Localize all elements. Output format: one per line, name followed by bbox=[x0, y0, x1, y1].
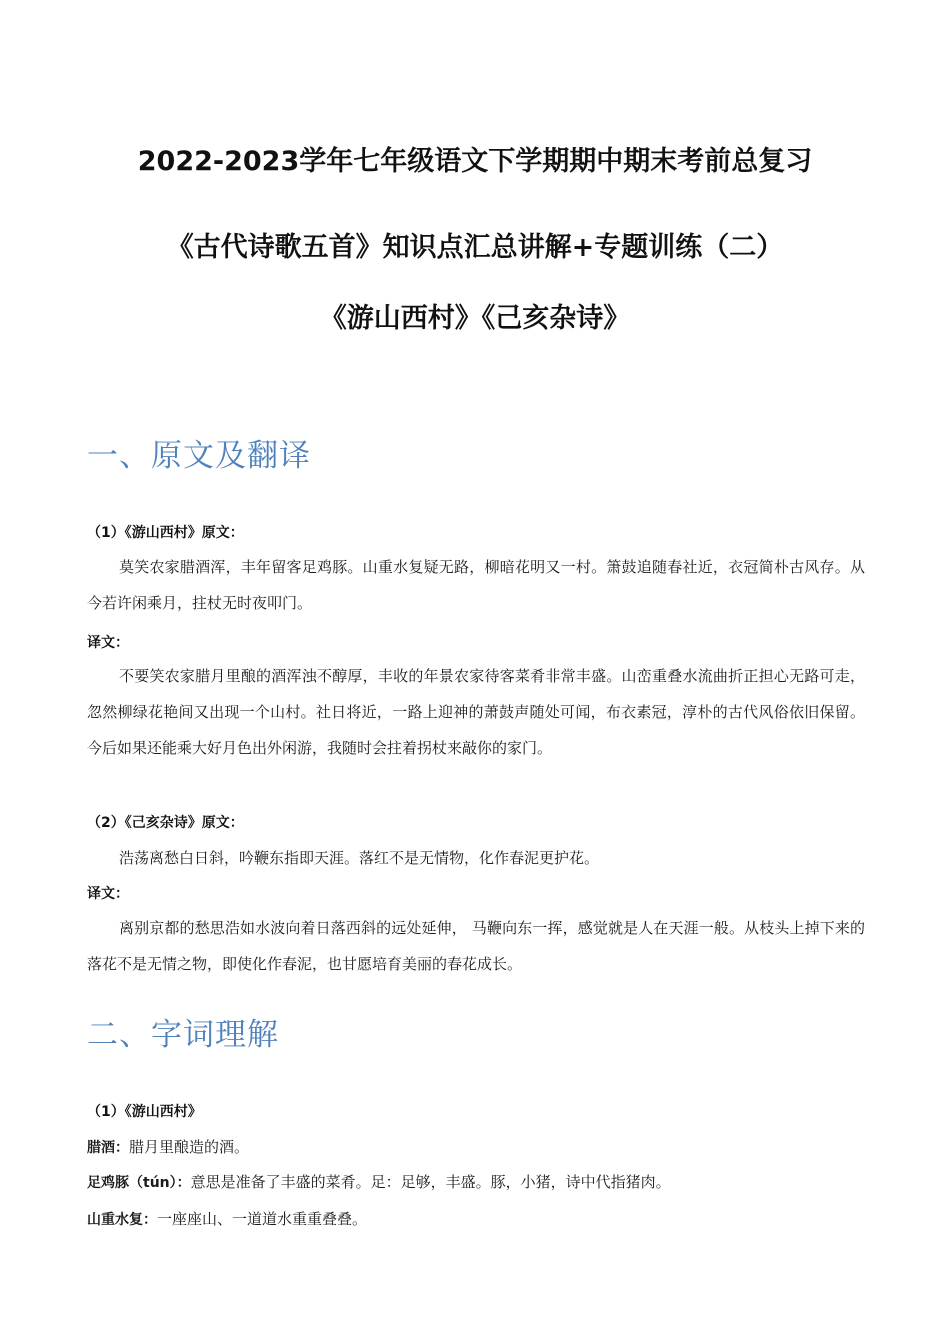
document-title: 2022-2023学年七年级语文下学期期中期末考前总复习 bbox=[137, 146, 813, 177]
poem1-original-text: 莫笑农家腊酒浑，丰年留客足鸡豚。山重水复疑无路，柳暗花明又一村。箫鼓追随春社近，衣冠简朴古风存。从今若许闲乘月，拄杖无时夜叩门。 bbox=[87, 558, 865, 612]
term-word: 山重水复： bbox=[87, 1212, 157, 1228]
poem2-translation-label: 译文： bbox=[87, 886, 129, 902]
term-entry bbox=[87, 1208, 865, 1231]
term-entry bbox=[87, 1171, 865, 1194]
term-word: 足鸡豚（tún）： bbox=[87, 1175, 191, 1191]
poem1-translation-label: 译文： bbox=[87, 635, 129, 651]
term-definition: 意思是准备了丰盛的菜肴。足：足够，丰盛。豚，小猪，诗中代指猪肉。 bbox=[190, 1173, 671, 1191]
poem1-translation-text: 不要笑农家腊月里酿的酒浑浊不醇厚，丰收的年景农家待客菜肴非常丰盛。山峦重叠水流曲折正担心无路可走，忽然柳绿花艳间又出现一个山村。社日将近，一路上迎神的萧鼓声随处可闻，布衣素冠，淳朴的古代风俗依旧保留。今后如果还能乘大好月色出外闲游，我随时会拄着拐杖来敲你的家门。 bbox=[87, 667, 865, 757]
document-subtitle: 《古代诗歌五首》知识点汇总讲解+专题训练（二） bbox=[166, 232, 784, 263]
section-heading-original-translation: 一、原文及翻译 bbox=[87, 438, 311, 474]
term-word: 腊酒： bbox=[87, 1140, 129, 1156]
poem1-original-heading: （1）《游山西村》原文： bbox=[87, 525, 244, 541]
term-definition: 腊月里酿造的酒。 bbox=[129, 1138, 250, 1156]
poem2-original-text: 浩荡离愁白日斜，吟鞭东指即天涯。落红不是无情物，化作春泥更护花。 bbox=[119, 849, 600, 867]
section-heading-word-understanding: 二、字词理解 bbox=[87, 1017, 279, 1053]
document-poem-titles: 《游山西村》《己亥杂诗》 bbox=[319, 303, 631, 334]
poem2-original-heading: （2）《己亥杂诗》原文： bbox=[87, 815, 244, 831]
term-definition: 一座座山、一道道水重重叠叠。 bbox=[157, 1210, 368, 1228]
section2-poem1-heading: （1）《游山西村》 bbox=[87, 1104, 202, 1120]
term-entry bbox=[87, 1136, 865, 1159]
poem2-translation-text: 离别京都的愁思浩如水波向着日落西斜的远处延伸， 马鞭向东一挥，感觉就是人在天涯一般。从枝头上掉下来的落花不是无情之物，即使化作春泥，也甘愿培育美丽的春花成长。 bbox=[87, 919, 865, 973]
